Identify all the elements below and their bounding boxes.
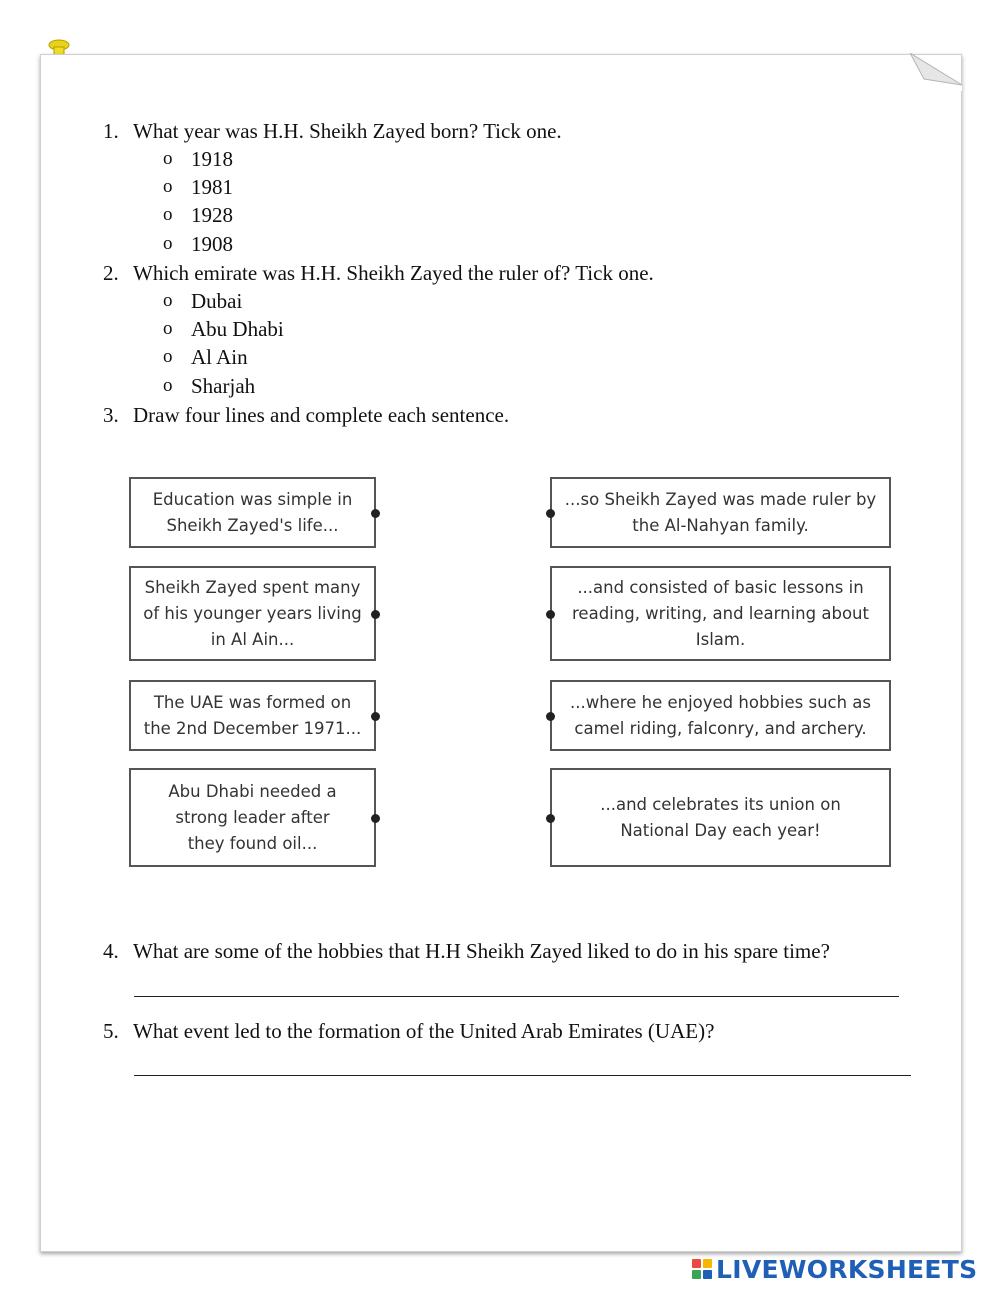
connector-dot[interactable] (371, 610, 380, 619)
question-text: Draw four lines and complete each sentence. (133, 403, 510, 427)
question-number: 4. (103, 939, 119, 963)
match-right-4[interactable]: ...and celebrates its union on National Day each year! (550, 768, 891, 867)
circle-bullet-icon: o (163, 176, 173, 197)
connector-dot[interactable] (546, 509, 555, 518)
answer-line-5[interactable] (134, 1075, 911, 1076)
match-left-2[interactable]: Sheikh Zayed spent many of his younger years living in Al Ain... (129, 566, 376, 661)
question-number: 1. (103, 119, 119, 143)
match-left-4[interactable]: Abu Dhabi needed a strong leader after they found oil... (129, 768, 376, 867)
connector-dot[interactable] (371, 712, 380, 721)
answer-line-4[interactable] (134, 996, 899, 997)
page-fold-corner (910, 53, 962, 91)
match-left-3[interactable]: The UAE was formed on the 2nd December 1971... (129, 680, 376, 751)
logo-text: LIVEWORKSHEETS (716, 1254, 978, 1284)
question-number: 3. (103, 403, 119, 427)
connector-dot[interactable] (546, 610, 555, 619)
match-right-3[interactable]: ...where he enjoyed hobbies such as camel riding, falconry, and archery. (550, 680, 891, 751)
circle-bullet-icon: o (163, 204, 173, 225)
circle-bullet-icon: o (163, 346, 173, 367)
connector-dot[interactable] (371, 814, 380, 823)
circle-bullet-icon: o (163, 375, 173, 396)
match-right-1[interactable]: ...so Sheikh Zayed was made ruler by the Al-Nahyan family. (550, 477, 891, 548)
circle-bullet-icon: o (163, 148, 173, 169)
question-text: What are some of the hobbies that H.H Sheikh Zayed liked to do in his spare time? (133, 939, 830, 963)
liveworksheets-logo (692, 1254, 977, 1284)
circle-bullet-icon: o (163, 233, 173, 254)
connector-dot[interactable] (546, 712, 555, 721)
question-number: 5. (103, 1019, 119, 1043)
connector-dot[interactable] (546, 814, 555, 823)
circle-bullet-icon: o (163, 290, 173, 311)
logo-grid-icon (692, 1259, 712, 1279)
question-text: What event led to the formation of the United Arab Emirates (UAE)? (133, 1019, 715, 1043)
question-number: 2. (103, 261, 119, 285)
match-left-1[interactable]: Education was simple in Sheikh Zayed's life... (129, 477, 376, 548)
question-text: What year was H.H. Sheikh Zayed born? Tick one. (133, 119, 562, 143)
connector-dot[interactable] (371, 509, 380, 518)
circle-bullet-icon: o (163, 318, 173, 339)
match-right-2[interactable]: ...and consisted of basic lessons in reading, writing, and learning about Islam. (550, 566, 891, 661)
question-text: Which emirate was H.H. Sheikh Zayed the ruler of? Tick one. (133, 261, 654, 285)
